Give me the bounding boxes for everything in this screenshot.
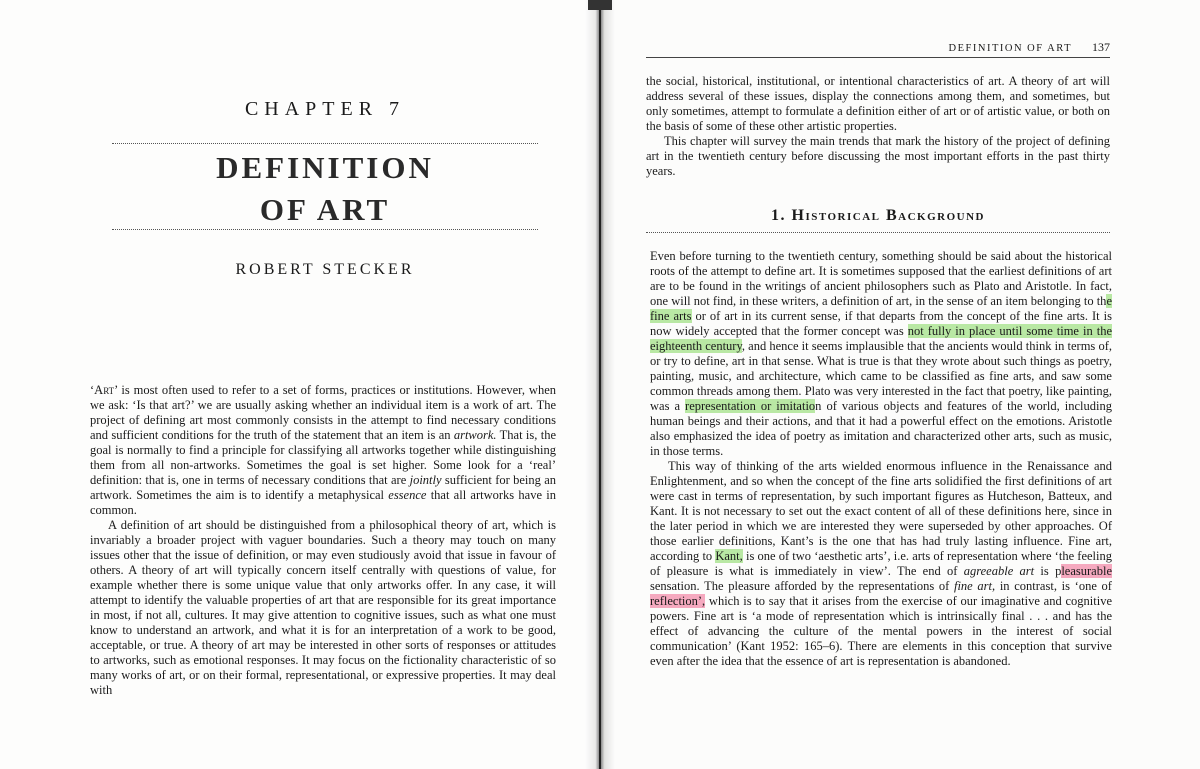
small-caps-word: Art (94, 383, 115, 397)
highlight-pink: reflection’, (650, 594, 706, 608)
highlight-green: not fully in place until some time in the eighteenth century (650, 324, 1112, 353)
book-gutter (599, 0, 601, 769)
title-rule-top (112, 143, 538, 144)
right-top-text (646, 74, 1110, 179)
highlight-pink: leasurable (1061, 564, 1112, 578)
chapter-title (90, 147, 560, 231)
chapter-label: CHAPTER 7 (244, 98, 406, 120)
left-page (0, 0, 598, 769)
running-head-rule (646, 57, 1110, 58)
chapter-title-line-2: OF ART (259, 192, 391, 227)
author-name: ROBERT STECKER (235, 261, 415, 278)
highlight-green: representation or imitatio (685, 399, 816, 413)
highlight-green: e fine arts (650, 294, 1112, 323)
right-body-text (650, 249, 1112, 669)
paragraph: the social, historical, institutional, or intentional characteristics of art. A theory of art will address several of these issues, display the connections among them, and sometimes, but only sometimes, attempt to formulate a definition either of art or of artistic value, or both on the basis of some of these other artistic properties. (646, 74, 1110, 133)
paragraph: This way of thinking of the arts wielded enormous influence in the Renaissance and Enlightenment, and so when the concept of the fine arts solidified the first definitions of art were cast in terms of representation, by such important figures as Hutcheson, Batteux, and Kant. It is not necessary to set out the exact content of all of these definitions here, since in the later period in which we are interested they were superseded by other approaches. Of those earlier definitions, Kant’s is the one that has had truly lasting influence. Fine art, according to Kant, is one of two ‘aesthetic arts’, i.e. arts of representation where ‘the feeling of pleasure is what is immediately in view’. The end of agreeable art is pleasurable sensation. The pleasure afforded by the representations of fine art, in contrast, is ‘one of reflection’, which is to say that it arises from the exercise of our imaginative and cognitive powers. Fine art is ‘a mode of representation which is intrinsically final . . . and has the effect of advancing the culture of the mental powers in the interest of social communication’ (Kant 1952: 165–6). There are elements in this conception that survive even after the idea that the essence of art is representation is abandoned. (650, 459, 1112, 668)
page-number: 137 (1092, 40, 1110, 54)
paragraph: Even before turning to the twentieth century, something should be said about the historical roots of the attempt to define art. It is sometimes supposed that the earliest definitions of art are to be found in the writings of ancient philosophers such as Plato and Aristotle. In fact, one will not find, in these writers, a definition of art, in the sense of an item belonging to the fine arts or of art in its current sense, if that departs from the concept of the fine arts. It is now widely accepted that the former concept was not fully in place until some time in the eighteenth century, and hence it seems implausible that the ancients would think in terms of, or try to define, art in that sense. What is true is that they wrote about such things as poetry, painting, music, and architecture, which came to be classified as fine arts, and saw some common threads among them. Plato was very interested in the fact that poetry, like painting, was a representation or imitation of various objects and features of the world, including human beings and their actions, and that it had a powerful effect on the emotions. Aristotle also emphasized the idea of poetry as imitation and characterized other arts, such as music, in those terms. (650, 249, 1113, 458)
section-heading: 1. Historical Background (771, 207, 985, 224)
running-head-title: DEFINITION OF ART (948, 43, 1072, 54)
binding-clip (588, 0, 612, 10)
left-body-text (90, 383, 556, 698)
title-rule-bottom (112, 229, 538, 230)
paragraph: This chapter will survey the main trends that mark the history of the project of defining art in the twentieth century before discussing the most important efforts in the past thirty years. (646, 134, 1110, 178)
paragraph: ‘Art’ is most often used to refer to a set of forms, practices or institutions. However, when we ask: ‘Is that art?’ we are usually asking whether an individual item is a work of art. The project of defining art most commonly consists in the attempt to find necessary conditions and sufficient conditions for the truth of the statement that an item is an artwork. That is, the goal is normally to find a principle for classifying all artworks together while distinguishing them from all non-artworks. Sometimes the goal is set higher. Some look for a ‘real’ definition: that is, one in terms of necessary conditions that are jointly sufficient for being an artwork. Sometimes the aim is to identify a metaphysical essence that all artworks have in common. (90, 383, 557, 517)
running-head (646, 40, 1110, 55)
paragraph: A definition of art should be distinguished from a philosophical theory of art, which is invariably a broader project with vaguer boundaries. Such a theory may touch on many issues other that the issue of definition, or may even studiously avoid that issue in favour of others. A theory of art will typically concern itself centrally with questions of value, for example whether there is some unique value that only artworks offer. In any case, it will attempt to identify the valuable properties of art that are responsible for its great importance in most, if not all, cultures. It may give attention to cognitive issues, such as what one must know to understand an artwork, and what it is for an interpretation of a work to be good, acceptable, or true. A theory of art may be interested in other sorts of responses or attitudes to artworks, such as emotional responses. It may focus on the fictionality characteristic of so many works of art, or on their formal, representational, or expressive properties. It may deal with (90, 518, 556, 697)
highlight-green: Kant, (715, 549, 743, 563)
section-rule (646, 232, 1110, 233)
chapter-title-line-1: DEFINITION (216, 150, 434, 185)
